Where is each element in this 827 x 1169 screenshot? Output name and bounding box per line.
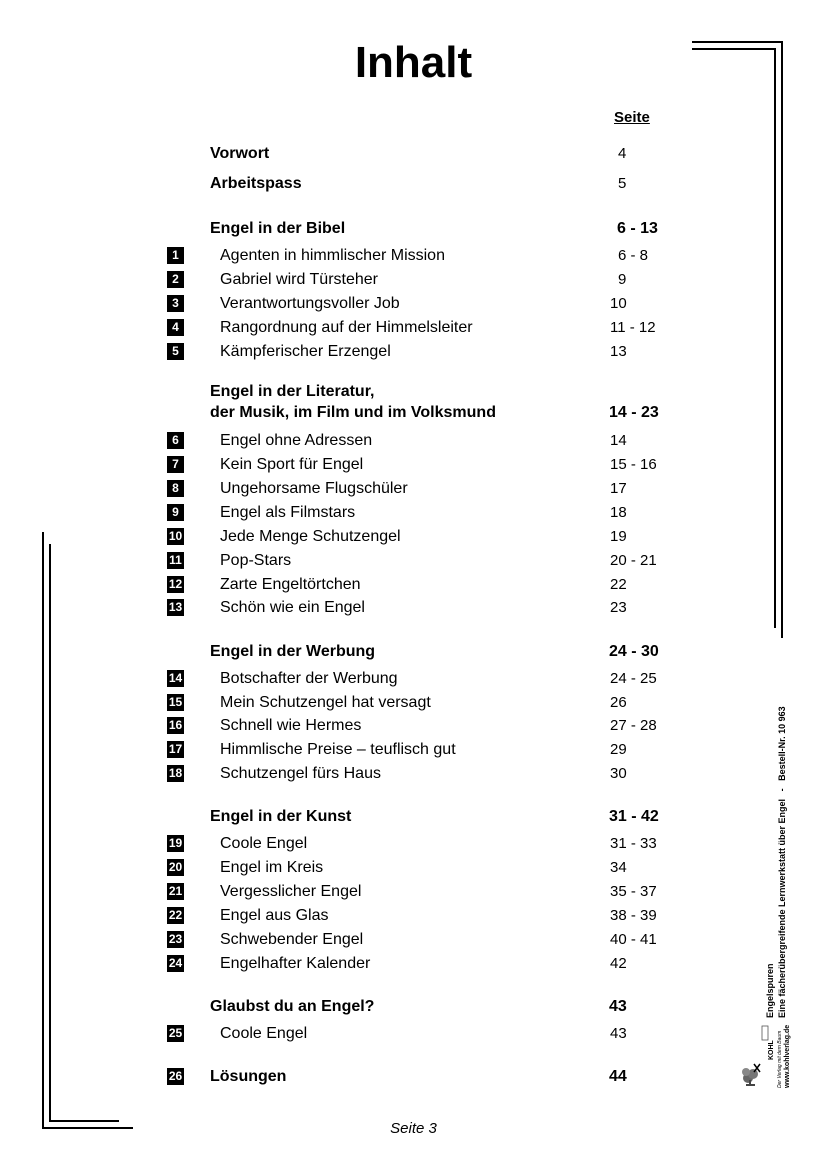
toc-item-row [0,1023,827,1045]
toc-item-page: 43 [610,1025,627,1042]
toc-item-page: 27 - 28 [610,717,657,734]
toc-item-number-badge: 6 [167,432,184,449]
toc-item-number-badge: 8 [167,480,184,497]
side-title-line [765,963,775,1018]
side-subtitle-line [777,706,787,1018]
toc-item-row [0,245,827,267]
toc-item-page: 20 - 21 [610,552,657,569]
toc-section-title: Engel in der Werbung [210,643,376,660]
side-separator: - [777,788,787,792]
toc-item-label: Engel als Filmstars [220,504,356,521]
toc-item-page: 24 - 25 [610,670,657,687]
toc-section-title: Engel in der Bibel [210,220,346,237]
toc-item-row [0,526,827,548]
toc-item-row [0,478,827,500]
toc-item-number-badge: 23 [168,932,183,946]
toc-item-row [0,905,827,927]
toc-item-row [0,430,827,452]
toc-section-title: Engel in der Kunst [210,808,352,825]
toc-item-page: 29 [610,741,627,758]
toc-section-title: der Musik, im Film und im Volksmund [210,404,496,421]
toc-item-label: Gabriel wird Türsteher [220,271,378,288]
toc-final-number-badge: 26 [168,1069,183,1083]
page-footer: Seite 3 [390,1120,437,1137]
frame-top-right-inner-v [774,48,776,628]
toc-item-label: Engel im Kreis [220,859,324,876]
frame-bottom-left-outer-v [42,532,44,1129]
toc-intro-page: 5 [618,175,627,192]
toc-item-number-badge: 10 [168,529,183,543]
toc-item-page: 6 - 8 [618,247,649,264]
toc-section-pages: 6 - 13 [617,220,658,237]
toc-item-number-badge: 12 [168,577,183,591]
toc-item-number-badge: 19 [168,836,183,850]
toc-item-page: 11 - 12 [610,319,656,336]
side-subtitle: Eine fächerübergreifende Lernwerkstatt über Engel [777,798,787,1018]
toc-item-label: Agenten in himmlischer Mission [220,247,445,264]
toc-item-number-badge: 15 [168,695,183,709]
toc-item-number-badge: 9 [167,504,184,521]
toc-item-label: Himmlische Preise – teuflisch gut [220,741,456,758]
toc-item-page: 18 [610,504,627,521]
toc-item-number-badge: 18 [168,766,183,780]
toc-item-label: Rangordnung auf der Himmelsleiter [220,319,473,336]
toc-item-row [0,929,827,951]
side-order-number: Bestell-Nr. 10 963 [777,706,787,781]
toc-item-number-badge: 20 [168,860,183,874]
toc-item-row [0,881,827,903]
toc-item-page: 35 - 37 [610,883,657,900]
toc-item-row [0,454,827,476]
toc-item-label: Schnell wie Hermes [220,717,362,734]
toc-section-title: Engel in der Literatur, [210,383,375,400]
toc-item-number-badge: 25 [168,1026,183,1040]
toc-section-title: Glaubst du an Engel? [210,998,375,1015]
toc-item-number-badge: 3 [167,295,184,312]
toc-section-pages: 43 [609,998,627,1015]
toc-section-pages: 24 - 30 [609,643,659,660]
toc-item-page: 14 [610,432,627,449]
toc-item-page: 26 [610,694,627,711]
toc-item-label: Coole Engel [220,1025,308,1042]
toc-item-row [0,739,827,761]
toc-item-page: 34 [610,859,627,876]
toc-item-label: Engel ohne Adressen [220,432,373,449]
side-book-title: Engelspuren [765,963,775,1018]
toc-item-page: 22 [610,576,627,593]
toc-item-label: Schwebender Engel [220,931,364,948]
toc-item-row [0,293,827,315]
toc-item-page: 30 [610,765,627,782]
toc-item-page: 23 [610,599,627,616]
toc-final-row [0,1066,827,1088]
toc-item-page: 10 [610,295,627,312]
toc-item-row [0,833,827,855]
frame-top-right-outer-h [692,41,783,43]
toc-item-row [0,668,827,690]
toc-item-number-badge: 13 [168,600,183,614]
toc-item-label: Botschafter der Werbung [220,670,398,687]
toc-item-label: Kämpferischer Erzengel [220,343,391,360]
toc-item-row [0,715,827,737]
toc-item-page: 15 - 16 [610,456,657,473]
toc-item-row [0,550,827,572]
toc-item-number-badge: 24 [168,956,183,970]
toc-intro-page: 4 [618,145,627,162]
toc-final-page: 44 [609,1068,627,1085]
toc-item-number-badge: 4 [167,319,184,336]
toc-item-page: 40 - 41 [610,931,657,948]
toc-item-row [0,269,827,291]
toc-intro-row [0,143,827,165]
toc-item-page: 17 [610,480,627,497]
toc-item-label: Jede Menge Schutzengel [220,528,401,545]
frame-top-right-outer-v [781,41,783,638]
toc-item-number-badge: 17 [168,742,183,756]
toc-item-label: Ungehorsame Flugschüler [220,480,408,497]
toc-item-page: 38 - 39 [610,907,657,924]
toc-item-label: Engel aus Glas [220,907,329,924]
toc-item-label: Verantwortungsvoller Job [220,295,400,312]
toc-item-row [0,317,827,339]
toc-item-page: 31 - 33 [610,835,657,852]
toc-final-label: Lösungen [210,1068,287,1085]
toc-item-page: 9 [618,271,627,288]
side-publisher-tagline: Der Verlag mit dem Baum [777,1030,783,1088]
toc-item-number-badge: 14 [168,671,183,685]
page-title: Inhalt [354,38,473,87]
toc-item-label: Schutzengel fürs Haus [220,765,381,782]
side-publisher-name: KOHL [768,1040,775,1060]
frame-bottom-left-inner-v [49,544,51,1122]
toc-intro-row [0,173,827,195]
toc-item-label: Zarte Engeltörtchen [220,576,361,593]
toc-item-label: Kein Sport für Engel [220,456,364,473]
toc-item-number-badge: 16 [168,718,183,732]
toc-item-page: 19 [610,528,627,545]
toc-intro-label: Arbeitspass [210,175,302,192]
toc-item-number-badge: 7 [167,456,184,473]
toc-item-page: 42 [610,955,627,972]
toc-section-pages: 31 - 42 [609,808,659,825]
toc-item-row [0,502,827,524]
toc-item-label: Schön wie ein Engel [220,599,365,616]
toc-item-number-badge: 22 [168,908,183,922]
toc-item-page: 13 [610,343,627,360]
toc-item-number-badge: 21 [168,884,183,898]
toc-item-number-badge: 2 [167,271,184,288]
toc-item-number-badge: 11 [167,552,184,569]
toc-item-row [0,857,827,879]
publisher-tree-logo-icon [740,1024,770,1090]
toc-item-row [0,597,827,619]
toc-item-row [0,574,827,596]
toc-item-label: Mein Schutzengel hat versagt [220,694,431,711]
toc-item-number-badge: 1 [167,247,184,264]
toc-item-row [0,692,827,714]
toc-item-label: Vergesslicher Engel [220,883,362,900]
toc-item-row [0,763,827,785]
toc-section-pages: 14 - 23 [609,404,659,421]
toc-item-label: Pop-Stars [220,552,292,569]
toc-item-label: Engelhafter Kalender [220,955,371,972]
frame-top-right-inner-h [692,48,776,50]
side-publisher-url: www.kohlverlag.de [784,1024,791,1088]
toc-item-row [0,341,827,363]
toc-intro-label: Vorwort [210,145,270,162]
toc-item-label: Coole Engel [220,835,308,852]
toc-item-row [0,953,827,975]
page-column-header: Seite [614,109,650,126]
toc-item-number-badge: 5 [167,343,184,360]
